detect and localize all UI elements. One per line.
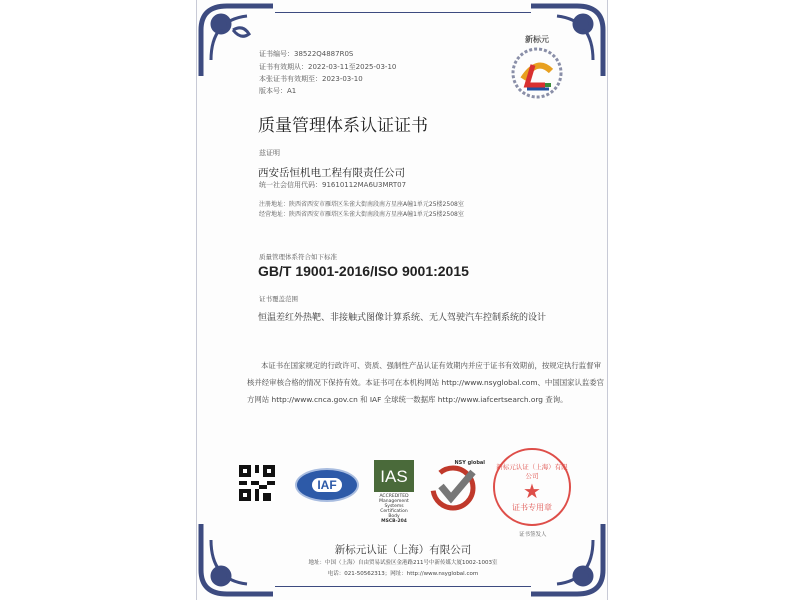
business-address: 经营地址：陕西省西安市雁塔区朱雀大街南段南方星座A幢1单元25楼2508室 bbox=[259, 211, 464, 218]
seal-top-text: 新标元认证（上海）有限公司 bbox=[496, 463, 568, 480]
footer-company: 新标元认证（上海）有限公司 bbox=[334, 544, 472, 556]
seal-bottom-text: 证书专用章 bbox=[512, 503, 552, 512]
ias-logo bbox=[374, 460, 414, 524]
notice-line: 本证书在国家规定的行政许可、资质、强制性产品认证有效期内并应于证书有效期前，按规定执行监督审 bbox=[261, 361, 601, 370]
certificate-title: 质量管理体系认证证书 bbox=[258, 116, 428, 136]
ias-sub: MSCB-204 bbox=[381, 519, 407, 524]
brand-logo bbox=[505, 34, 569, 104]
qr-code-icon[interactable] bbox=[239, 465, 275, 501]
footer-contact: 电话：021-50562313；网址：http://www.nsyglobal.com bbox=[327, 571, 479, 577]
notice-line: 方网站 http://www.cnca.gov.cn 和 IAF 全球统一数据库 http://www.iafcertsearch.org 查询。 bbox=[247, 395, 568, 404]
bottom-rule bbox=[275, 586, 531, 587]
this-valid-until: 本张证书有效期至：2023-03-10 bbox=[259, 75, 363, 83]
iaf-text: IAF bbox=[312, 478, 341, 492]
certify-label: 兹证明 bbox=[259, 149, 280, 157]
company-name: 西安岳恒机电工程有限责任公司 bbox=[258, 167, 405, 179]
standard-label: 质量管理体系符合如下标准 bbox=[259, 253, 337, 261]
registered-address: 注册地址：陕西省西安市雁塔区朱雀大街南段南方星座A幢1单元25楼2508室 bbox=[259, 201, 464, 208]
credit-code: 统一社会信用代码：91610112MA6U3MRT07 bbox=[259, 181, 407, 189]
iaf-logo bbox=[295, 468, 359, 502]
scope-label: 证书覆盖范围 bbox=[259, 295, 298, 303]
standard: GB/T 19001-2016/ISO 9001:2015 bbox=[258, 263, 469, 279]
version: 版本号：A1 bbox=[259, 87, 297, 95]
seal-star-icon: ★ bbox=[523, 479, 541, 503]
scope: 恒温差红外热靶、非接触式图像计算系统、无人驾驶汽车控制系统的设计 bbox=[258, 313, 547, 323]
cert-number: 证书编号：38522Q4887R0S bbox=[259, 50, 354, 58]
footer-address: 地址：中国（上海）自由贸易试验区金港路211号中新传媒大厦1002-1003室 bbox=[308, 560, 498, 566]
nsy-check-icon bbox=[429, 460, 485, 512]
brand-emblem-icon bbox=[509, 45, 565, 101]
ias-text: IAS bbox=[374, 460, 414, 492]
issuer-label: 证书签发人 bbox=[519, 532, 547, 538]
top-rule bbox=[275, 12, 531, 13]
notice bbox=[247, 357, 604, 408]
ias-sub: Management Systems bbox=[379, 499, 409, 509]
ias-sub: Certification Body bbox=[380, 509, 408, 519]
valid-period: 证书有效期从：2022-03-11至2025-03-10 bbox=[259, 63, 397, 71]
brand-logo-text: 新标元 bbox=[525, 35, 549, 44]
official-seal bbox=[493, 448, 571, 526]
nsy-text: NSY global bbox=[454, 460, 485, 466]
ias-sub: ACCREDITED bbox=[379, 494, 409, 499]
notice-line: 核并经审核合格的情况下保持有效。本证书可在本机构网站 http://www.nsyglobal.com、中国国家认监委官 bbox=[247, 378, 605, 387]
certificate bbox=[196, 0, 608, 600]
nsy-logo bbox=[429, 460, 485, 512]
